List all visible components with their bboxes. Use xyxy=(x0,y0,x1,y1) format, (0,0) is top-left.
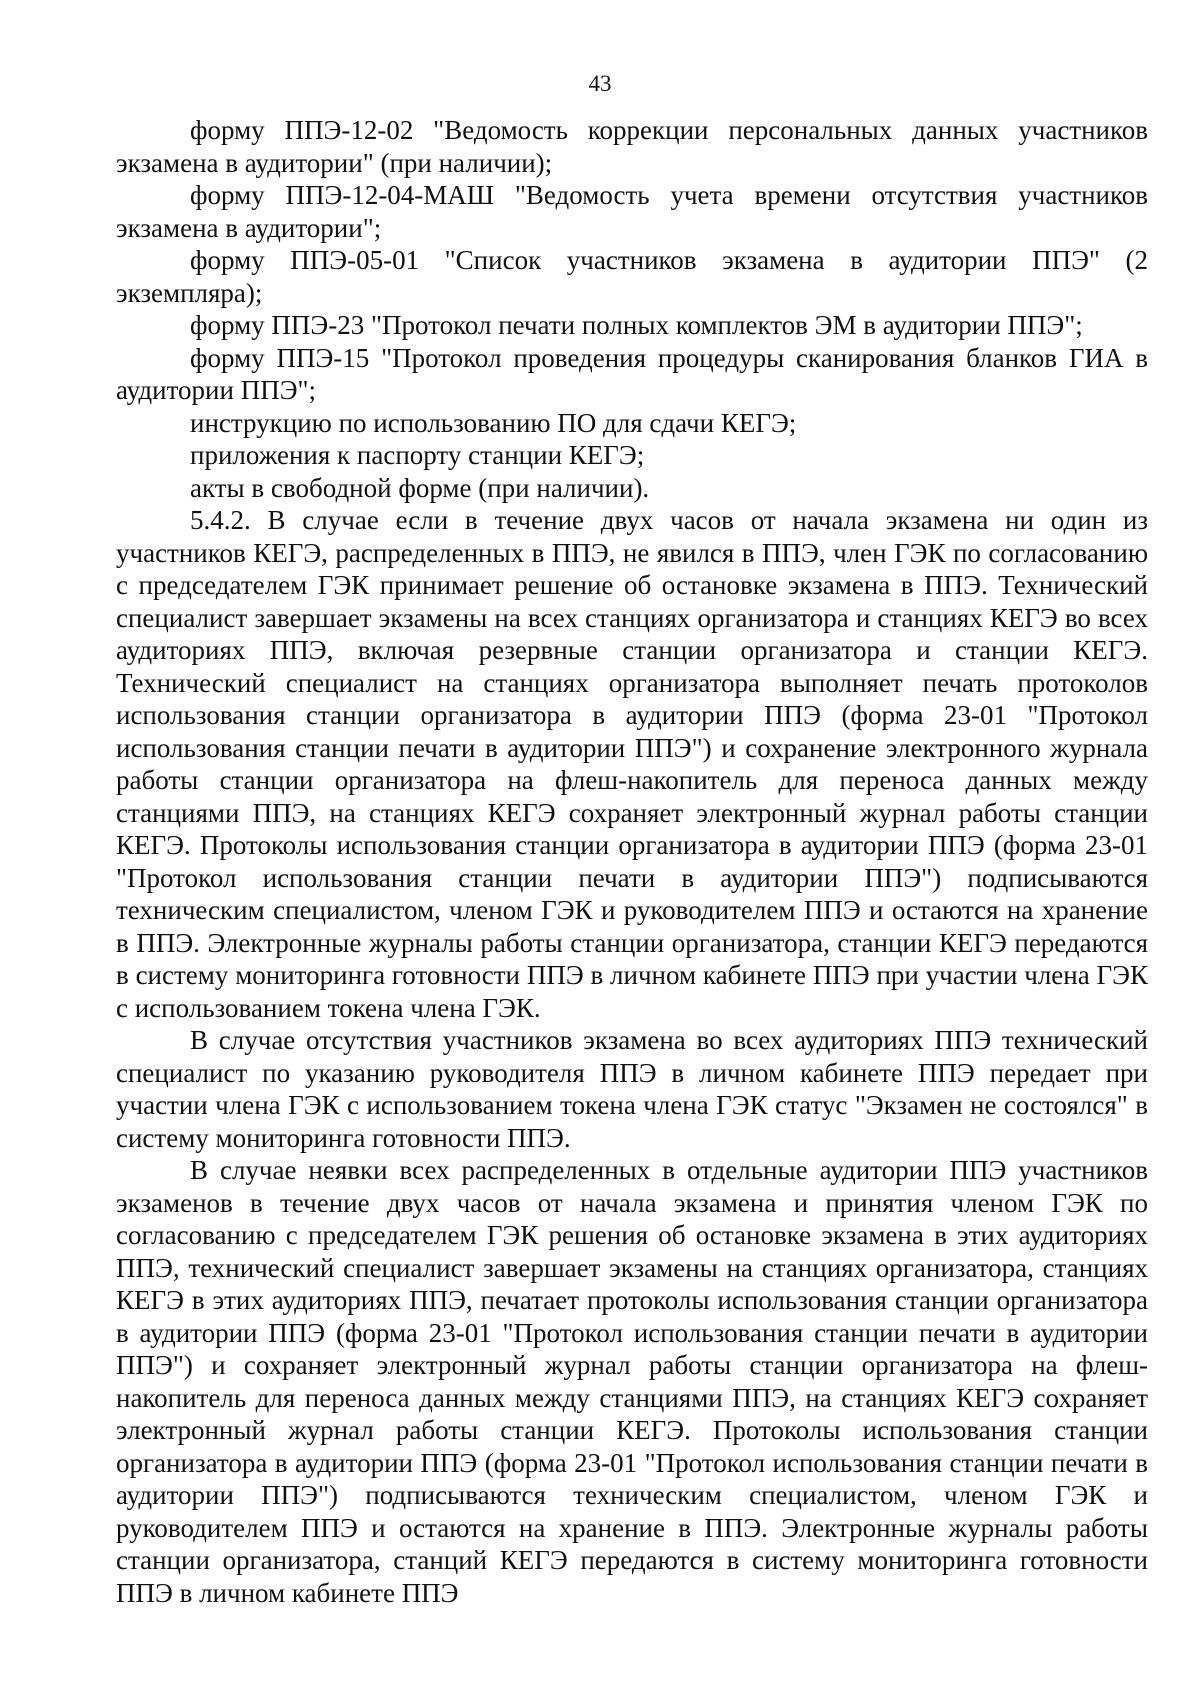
paragraph-form-ppe-12-04-mash: форму ППЭ-12-04-МАШ "Ведомость учета времени отсутствия участников экзамена в аудитории"; xyxy=(116,180,1148,243)
paragraph-form-ppe-15: форму ППЭ-15 "Протокол проведения процедуры сканирования бланков ГИА в аудитории ППЭ"; xyxy=(116,342,1148,405)
paragraph-form-ppe-23: форму ППЭ-23 "Протокол печати полных комплектов ЭМ в аудитории ППЭ"; xyxy=(190,310,1083,340)
paragraph-free-form-acts: акты в свободной форме (при наличии). xyxy=(190,472,650,503)
paragraph-software-instruction: инструкцию по использованию ПО для сдачи КЕГЭ; xyxy=(190,407,797,438)
paragraph-form-ppe-12-02: форму ППЭ-12-02 "Ведомость коррекции персональных данных участников экзамена в аудитории" (при наличии); xyxy=(116,115,1148,178)
paragraph-no-show-auditoriums: В случае неявки всех распределенных в отдельные аудитории ППЭ участников экзаменов в течение двух часов от начала экзамена и принятия членом ГЭК по согласованию с председателем ГЭК решения об остановке экзамена в этих аудиториях ППЭ, технический специалист завершает экзамены на станциях организатора, станциях КЕГЭ в этих аудиториях ППЭ, печатает протоколы использования станции организатора в аудитории ППЭ (форма 23-01 "Протокол использования станции печати в аудитории ППЭ") и сохраняет электронный журнал работы станции организатора на флеш-накопитель для переноса данных между станциями ППЭ, на станциях КЕГЭ сохраняет электронный журнал работы станции КЕГЭ. Протоколы использования станции организатора в аудитории ППЭ (форма 23-01 "Протокол использования станции печати в аудитории ППЭ") подписываются техническим специалистом, членом ГЭК и руководителем ППЭ и остаются на хранение в ППЭ. Электронные журналы работы станции организатора, станций КЕГЭ передаются в систему мониторинга готовности ППЭ в личном кабинете ППЭ xyxy=(116,1155,1148,1608)
page-number: 43 xyxy=(588,71,612,96)
paragraph-form-ppe-05-01: форму ППЭ-05-01 "Список участников экзамена в аудитории ППЭ" (2 экземпляра); xyxy=(116,245,1148,308)
page-content xyxy=(116,114,1148,1609)
paragraph-no-participants: В случае отсутствия участников экзамена во всех аудиториях ППЭ технический специалист по указанию руководителя ППЭ в личном кабинете ППЭ передает при участии члена ГЭК с использованием токена члена ГЭК статус "Экзамен не состоялся" в систему мониторинга готовности ППЭ. xyxy=(116,1025,1148,1153)
paragraph-station-passport: приложения к паспорту станции КЕГЭ; xyxy=(190,440,645,470)
paragraph-section-5-4-2: 5.4.2. В случае если в течение двух часов от начала экзамена ни один из участников КЕГЭ, распределенных в ППЭ, не явился в ППЭ, член ГЭК по согласованию с председателем ГЭК принимает решение об остановке экзамена в ППЭ. Технический специалист завершает экзамены на всех станциях организатора и станциях КЕГЭ во всех аудиториях ППЭ, включая резервные станции организатора и станции КЕГЭ. Технический специалист на станциях организатора выполняет печать протоколов использования станции организатора в аудитории ППЭ (форма 23-01 "Протокол использования станции печати в аудитории ППЭ") и сохранение электронного журнала работы станции организатора на флеш-накопитель для переноса данных между станциями ППЭ, на станциях КЕГЭ сохраняет электронный журнал работы станции КЕГЭ. Протоколы использования станции организатора в аудитории ППЭ (форма 23-01 "Протокол использования станции печати в аудитории ППЭ") подписываются техническим специалистом, членом ГЭК и руководителем ППЭ и остаются на хранение в ППЭ. Электронные журналы работы станции организатора, станции КЕГЭ передаются в систему мониторинга готовности ППЭ в личном кабинете ППЭ при участии члена ГЭК с использованием токена члена ГЭК. xyxy=(116,505,1148,1023)
